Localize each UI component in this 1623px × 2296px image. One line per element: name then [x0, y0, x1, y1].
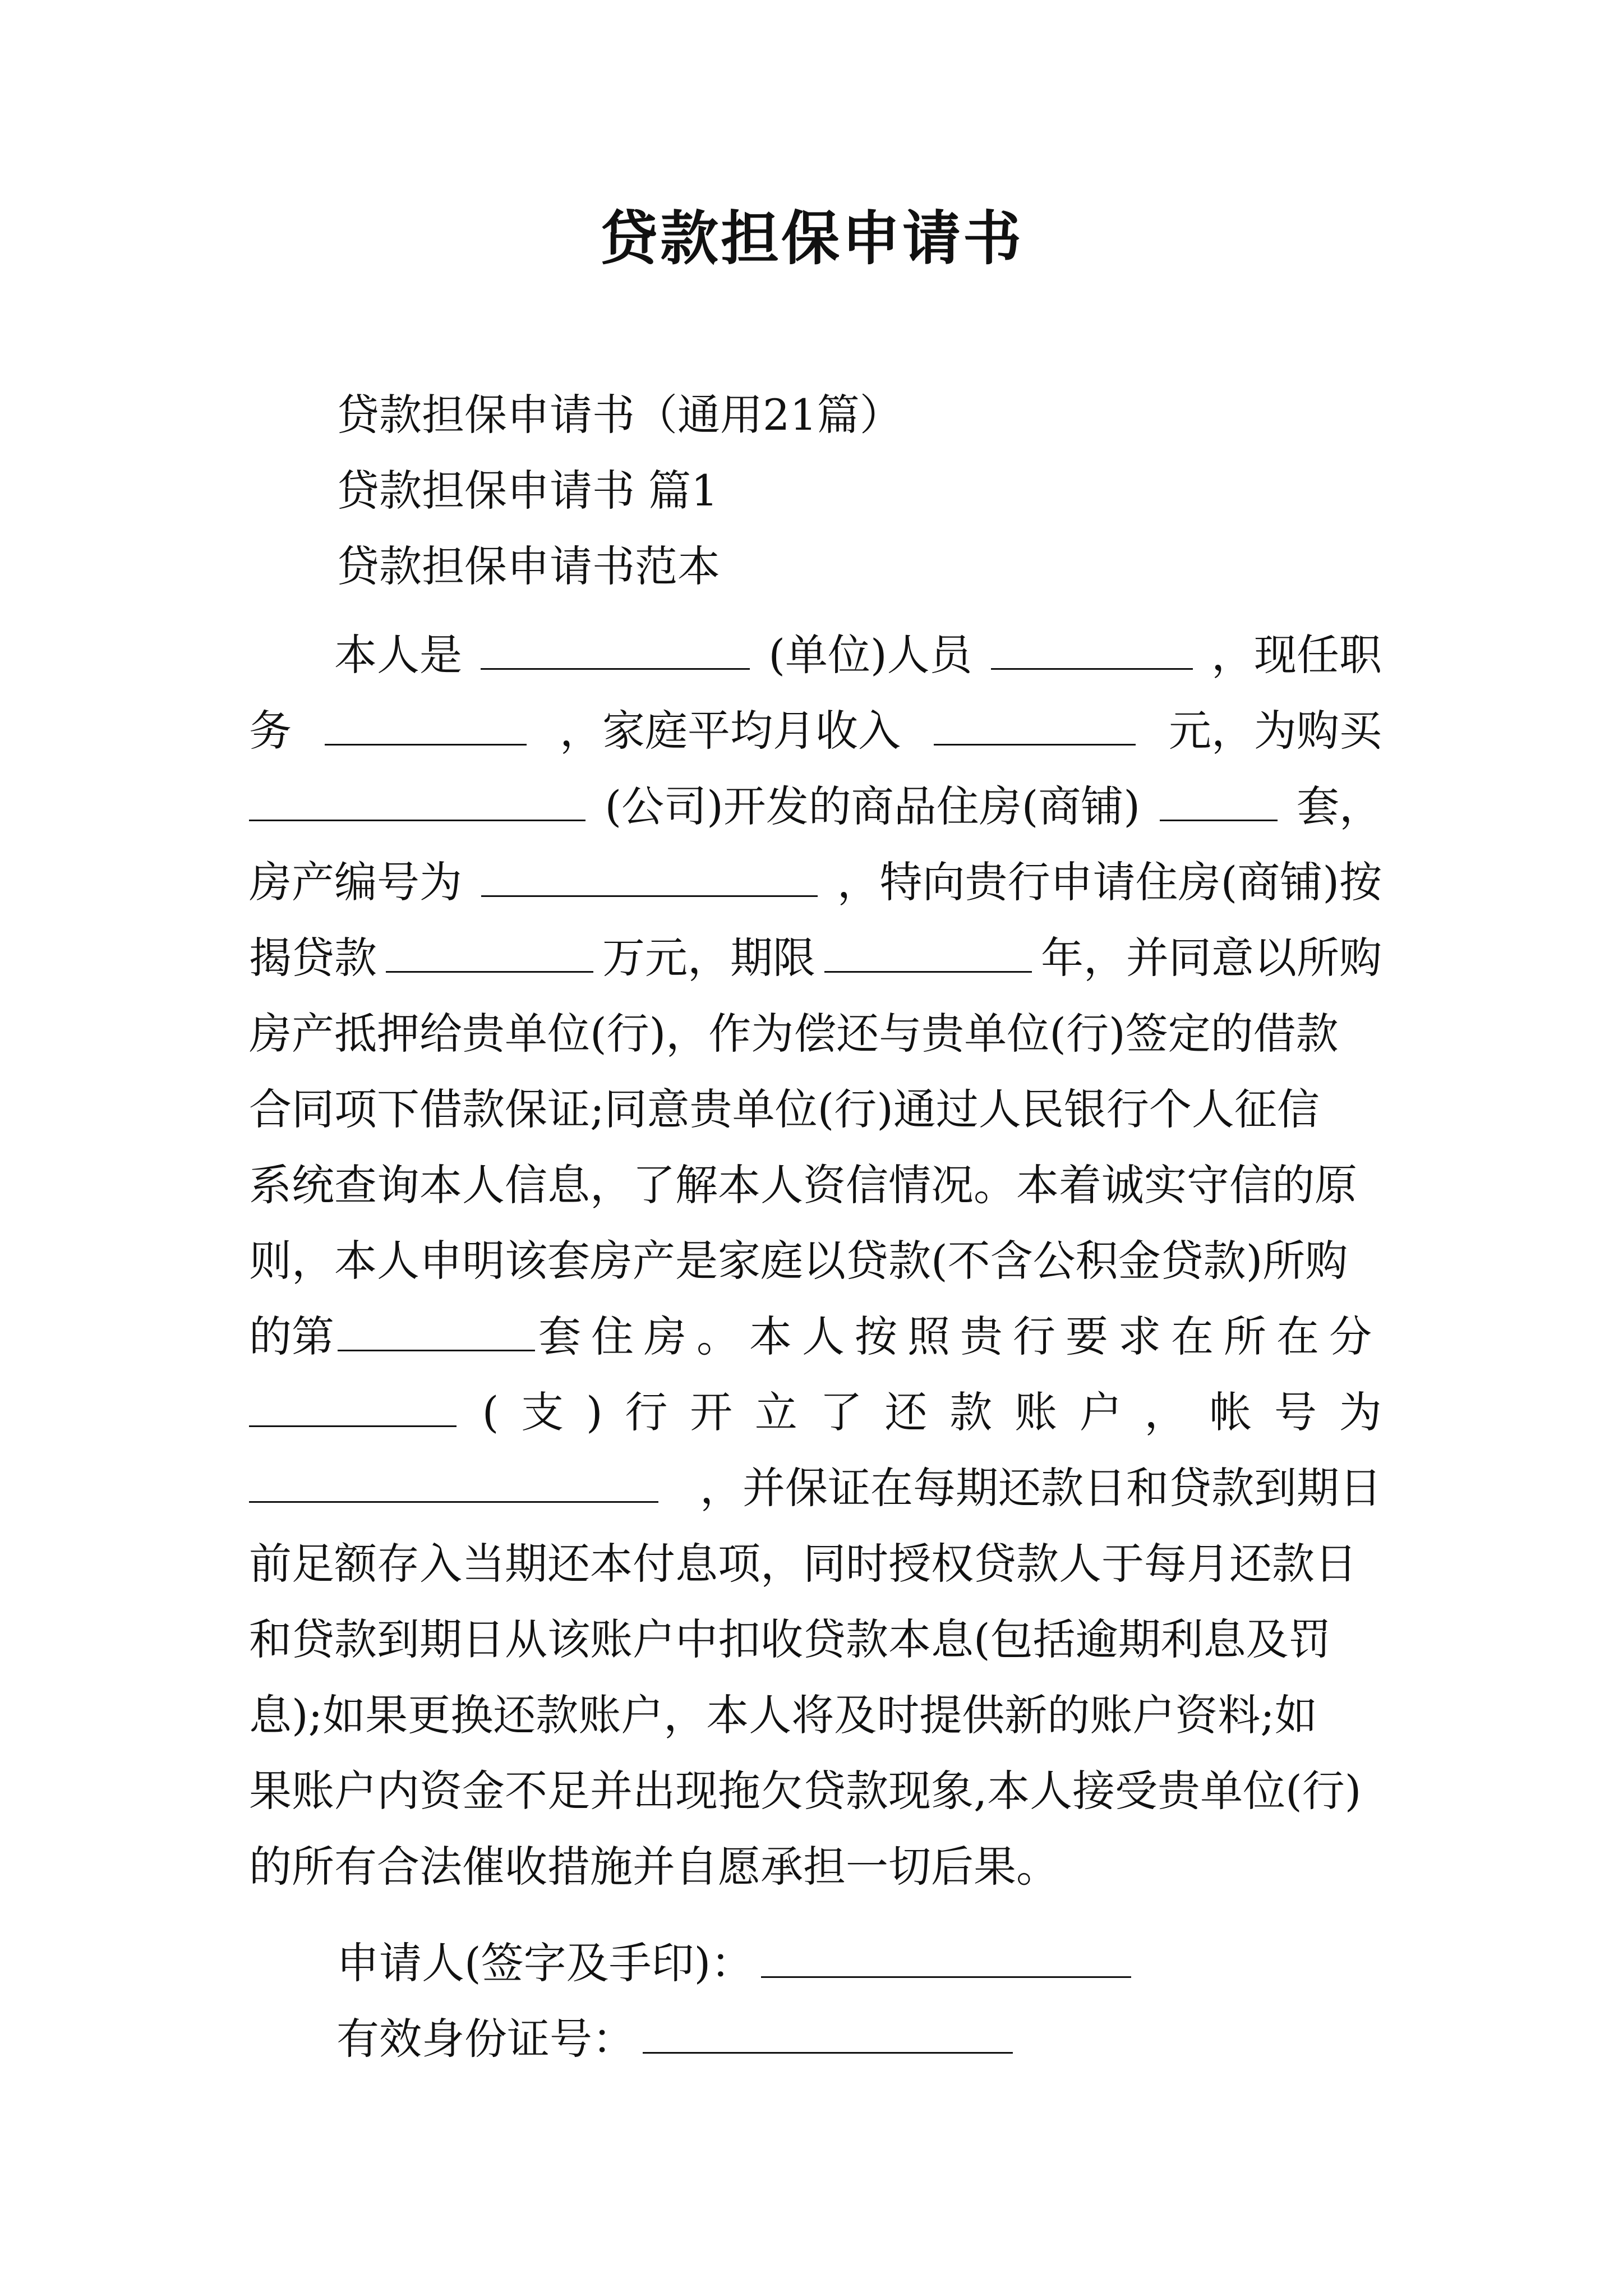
sample-title: 贷款担保申请书范本 [336, 541, 720, 591]
branch-blank [249, 1386, 457, 1427]
body-line-1: 本人是 (单位)人员 ，现任职 [334, 630, 1382, 680]
body-line-6: 房产抵押给贵单位(行)，作为偿还与贵单位(行)签定的借款 [249, 1009, 1339, 1059]
body-line-12: ，并保证在每期还款日和贷款到期日 [249, 1450, 1382, 1526]
body-line-17: 的所有合法催收措施并自愿承担一切后果。 [249, 1842, 1059, 1892]
body-line-11: ( 支 ) 行 开 立 了 还 款 账 户 ， 帐 号 为 [249, 1374, 1382, 1450]
position-blank [325, 705, 527, 746]
loan-amount-blank [386, 932, 593, 973]
body-line-4: 房产编号为 ，特向贵行申请住房(商铺)按 [249, 857, 1382, 907]
body-line-3: (公司)开发的商品住房(商铺) 套， [249, 769, 1382, 844]
body-line-7: 合同项下借款保证;同意贵单位(行)通过人民银行个人征信 [249, 1084, 1320, 1134]
income-blank [934, 705, 1136, 746]
house-number-blank [338, 1310, 535, 1351]
id-number-label: 有效身份证号： [336, 2014, 635, 2064]
body-line-16: 果账户内资金不足并出现拖欠贷款现象,本人接受贵单位(行) [249, 1766, 1362, 1816]
document-title: 贷款担保申请书 [599, 204, 1023, 273]
company-blank [249, 780, 585, 821]
body-line-10: 的第 套住房。本人按照贵行要求在所在分 [249, 1312, 1382, 1361]
id-number-blank [643, 2013, 1013, 2054]
applicant-signature-blank [761, 1937, 1131, 1978]
body-line-9: 则，本人申明该套房产是家庭以贷款(不含公积金贷款)所购 [249, 1236, 1348, 1286]
section-title: 贷款担保申请书 篇1 [336, 466, 718, 516]
body-line-14: 和贷款到期日从该账户中扣收贷款本息(包括逾期利息及罚 [249, 1614, 1331, 1664]
body-line-2: 务 ，家庭平均月收入 元，为购买 [249, 706, 1382, 756]
body-line-8: 系统查询本人信息，了解本人资信情况。本着诚实守信的原 [249, 1160, 1357, 1210]
loan-term-blank [824, 932, 1032, 973]
body-line-5: 揭贷款 万元，期限 年，并同意以所购 [249, 933, 1382, 983]
application-body [249, 617, 1382, 1904]
applicant-label: 申请人(签字及手印)： [336, 1938, 754, 1988]
unit-count-blank [1160, 780, 1278, 821]
property-number-blank [481, 856, 818, 897]
unit-blank [481, 629, 750, 670]
applicant-signature-row [336, 1935, 1135, 1991]
id-number-row [336, 2011, 1016, 2067]
collection-title: 贷款担保申请书（通用21篇） [336, 390, 902, 440]
body-line-15: 息);如果更换还款账户，本人将及时提供新的账户资料;如 [249, 1690, 1317, 1740]
account-number-blank [249, 1462, 658, 1503]
body-line-13: 前足额存入当期还本付息项，同时授权贷款人于每月还款日 [249, 1539, 1357, 1589]
personnel-blank [991, 629, 1193, 670]
